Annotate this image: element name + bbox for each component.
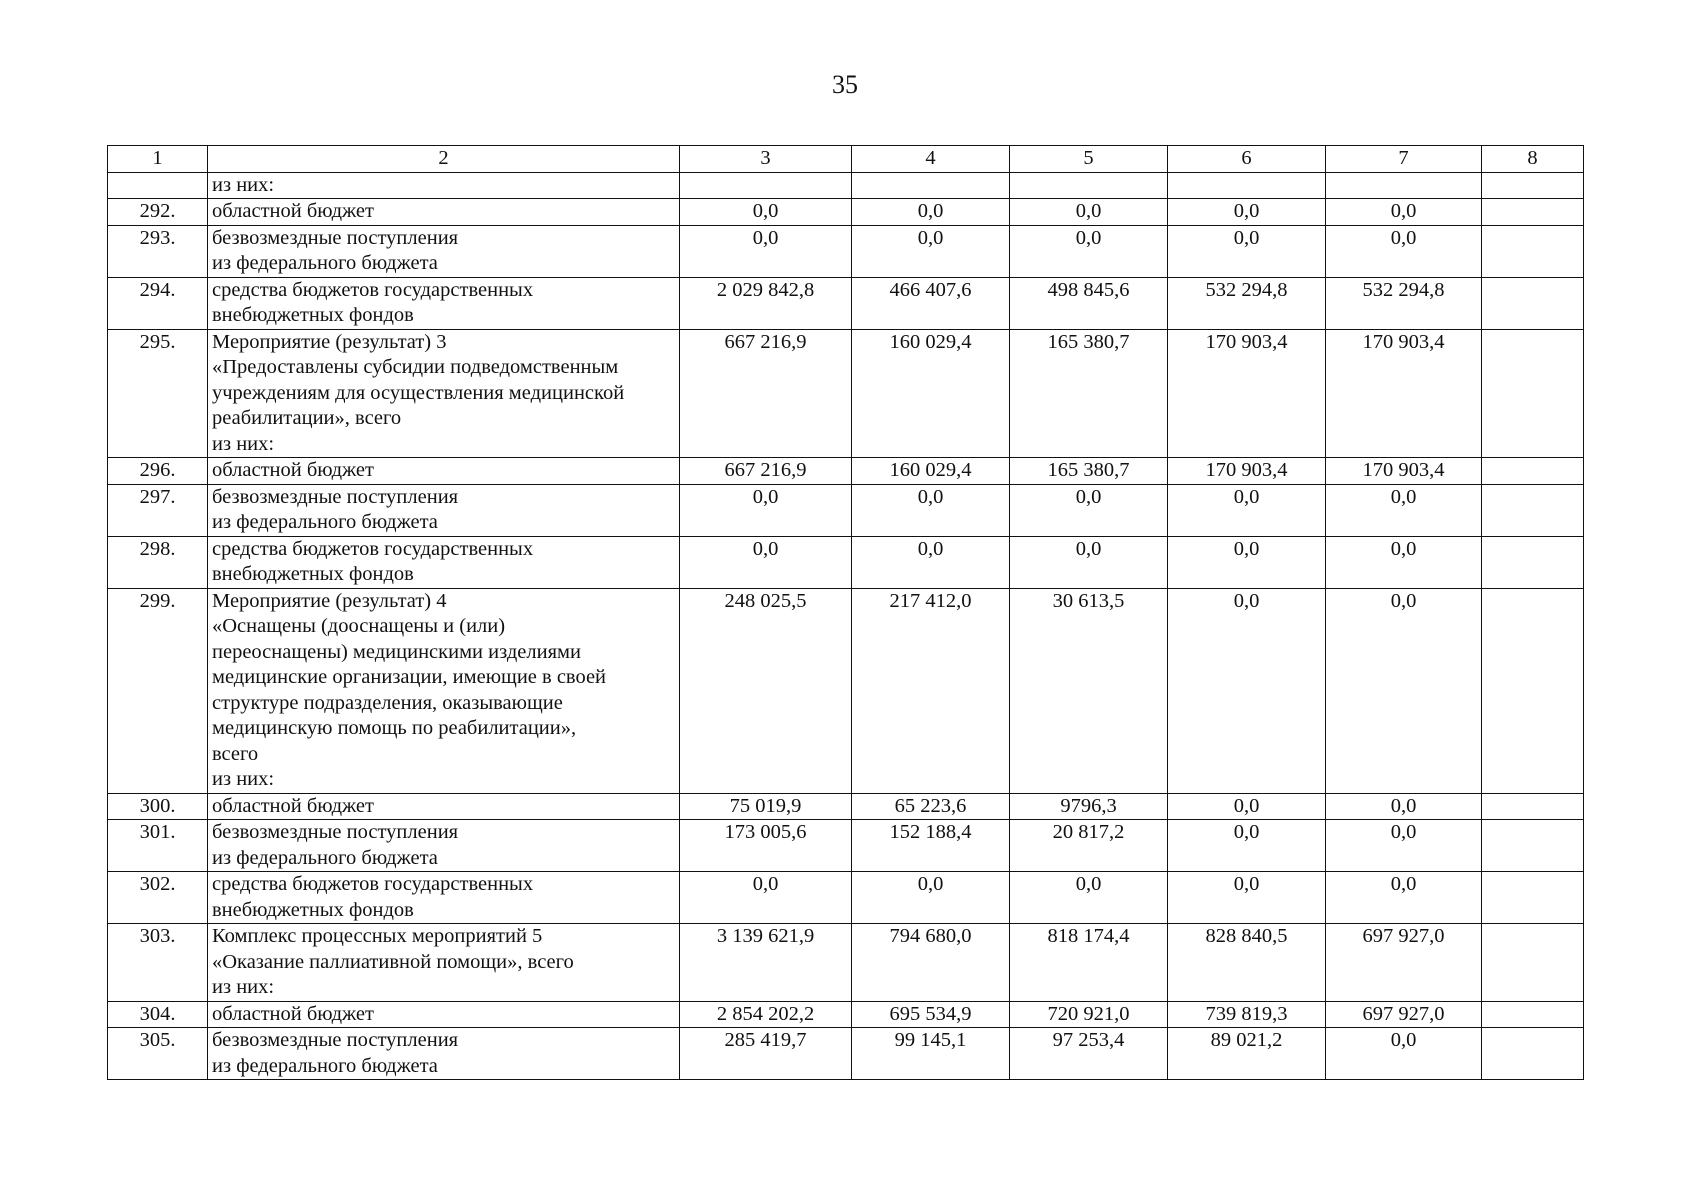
- value-cell-col-8: [1482, 484, 1584, 536]
- row-description: [208, 458, 680, 485]
- description-line: из них:: [212, 173, 275, 196]
- value-cell-col-4: 152 188,4: [852, 820, 1010, 872]
- value-cell-col-4: 0,0: [852, 484, 1010, 536]
- column-header: 8: [1482, 146, 1584, 173]
- description-line: учреждениям для осуществления медицинской: [212, 381, 625, 404]
- value-cell-col-6: 0,0: [1168, 484, 1326, 536]
- description-line: из федерального бюджета: [212, 846, 438, 869]
- value-cell-col-6: 0,0: [1168, 199, 1326, 226]
- description-line: областной бюджет: [212, 1002, 374, 1025]
- value-cell-col-8: [1482, 172, 1584, 199]
- row-description: [208, 793, 680, 820]
- value-cell-col-7: [1326, 172, 1482, 199]
- table-row: [108, 484, 1584, 536]
- table-body: [108, 172, 1584, 1080]
- row-description: [208, 199, 680, 226]
- table-row: [108, 588, 1584, 793]
- value-cell-col-4: 695 534,9: [852, 1001, 1010, 1028]
- row-description: [208, 1028, 680, 1080]
- budget-table: [107, 145, 1584, 1080]
- description-line: областной бюджет: [212, 794, 374, 817]
- value-cell-col-8: [1482, 924, 1584, 1002]
- description-line: «Оказание паллиативной помощи», всего: [212, 950, 574, 973]
- value-cell-col-6: 0,0: [1168, 793, 1326, 820]
- row-number: 296.: [108, 458, 208, 485]
- column-header: 5: [1010, 146, 1168, 173]
- description-line: внебюджетных фондов: [212, 898, 414, 921]
- value-cell-col-3: [680, 172, 852, 199]
- value-cell-col-4: 160 029,4: [852, 458, 1010, 485]
- value-cell-col-7: 532 294,8: [1326, 277, 1482, 329]
- description-line: безвозмездные поступления: [212, 485, 459, 508]
- value-cell-col-7: 0,0: [1326, 225, 1482, 277]
- table-row: [108, 793, 1584, 820]
- value-cell-col-4: 794 680,0: [852, 924, 1010, 1002]
- description-line: «Предоставлены субсидии подведомственным: [212, 356, 619, 378]
- page-number: 35: [832, 70, 858, 99]
- table-row: [108, 225, 1584, 277]
- table-row: [108, 329, 1584, 458]
- value-cell-col-4: 65 223,6: [852, 793, 1010, 820]
- row-description: [208, 277, 680, 329]
- value-cell-col-7: 0,0: [1326, 872, 1482, 924]
- description-line: всего: [212, 742, 259, 765]
- value-cell-col-8: [1482, 225, 1584, 277]
- description-line: Комплекс процессных мероприятий 5: [212, 925, 543, 947]
- value-cell-col-6: 739 819,3: [1168, 1001, 1326, 1028]
- row-description: [208, 588, 680, 793]
- row-number: 298.: [108, 536, 208, 588]
- table-row: [108, 1001, 1584, 1028]
- value-cell-col-6: 89 021,2: [1168, 1028, 1326, 1080]
- value-cell-col-3: 667 216,9: [680, 458, 852, 485]
- value-cell-col-6: 532 294,8: [1168, 277, 1326, 329]
- value-cell-col-5: [1010, 172, 1168, 199]
- value-cell-col-7: 0,0: [1326, 793, 1482, 820]
- value-cell-col-8: [1482, 1028, 1584, 1080]
- value-cell-col-4: 217 412,0: [852, 588, 1010, 793]
- table-row: [108, 924, 1584, 1002]
- description-line: средства бюджетов государственных: [212, 537, 534, 560]
- value-cell-col-8: [1482, 1001, 1584, 1028]
- value-cell-col-5: 498 845,6: [1010, 277, 1168, 329]
- value-cell-col-3: 0,0: [680, 872, 852, 924]
- value-cell-col-7: 697 927,0: [1326, 924, 1482, 1002]
- table-row: [108, 820, 1584, 872]
- row-number: 302.: [108, 872, 208, 924]
- description-line: средства бюджетов государственных: [212, 873, 534, 895]
- table-row: [108, 199, 1584, 226]
- value-cell-col-7: 0,0: [1326, 536, 1482, 588]
- value-cell-col-3: 3 139 621,9: [680, 924, 852, 1002]
- row-number: 293.: [108, 225, 208, 277]
- column-header: 4: [852, 146, 1010, 173]
- value-cell-col-4: 0,0: [852, 872, 1010, 924]
- description-line: безвозмездные поступления: [212, 821, 459, 843]
- description-line: Мероприятие (результат) 3: [212, 330, 447, 353]
- description-line: структуре подразделения, оказывающие: [212, 691, 563, 714]
- value-cell-col-7: 0,0: [1326, 820, 1482, 872]
- description-line: из федерального бюджета: [212, 252, 438, 274]
- row-description: [208, 484, 680, 536]
- value-cell-col-8: [1482, 329, 1584, 458]
- value-cell-col-3: 0,0: [680, 484, 852, 536]
- description-line: медицинскую помощь по реабилитации»,: [212, 717, 577, 739]
- row-number: 292.: [108, 199, 208, 226]
- description-line: областной бюджет: [212, 200, 374, 222]
- value-cell-col-5: 720 921,0: [1010, 1001, 1168, 1028]
- value-cell-col-3: 2 029 842,8: [680, 277, 852, 329]
- description-line: из них:: [212, 432, 275, 455]
- row-description: [208, 820, 680, 872]
- value-cell-col-6: 0,0: [1168, 820, 1326, 872]
- row-description: [208, 536, 680, 588]
- value-cell-col-8: [1482, 820, 1584, 872]
- description-line: реабилитации», всего: [212, 407, 402, 429]
- value-cell-col-4: [852, 172, 1010, 199]
- value-cell-col-8: [1482, 199, 1584, 226]
- table-row: [108, 458, 1584, 485]
- value-cell-col-8: [1482, 536, 1584, 588]
- row-description: [208, 1001, 680, 1028]
- row-number: 294.: [108, 277, 208, 329]
- description-line: медицинские организации, имеющие в своей: [212, 666, 607, 688]
- column-header: 3: [680, 146, 852, 173]
- column-header: 2: [208, 146, 680, 173]
- value-cell-col-4: 0,0: [852, 225, 1010, 277]
- value-cell-col-7: 0,0: [1326, 1028, 1482, 1080]
- value-cell-col-3: 0,0: [680, 199, 852, 226]
- description-line: «Оснащены (дооснащены и (или): [212, 615, 506, 637]
- table-row: [108, 1028, 1584, 1080]
- value-cell-col-8: [1482, 872, 1584, 924]
- value-cell-col-4: 0,0: [852, 199, 1010, 226]
- row-number: 305.: [108, 1028, 208, 1080]
- value-cell-col-6: 828 840,5: [1168, 924, 1326, 1002]
- description-line: Мероприятие (результат) 4: [212, 589, 447, 612]
- value-cell-col-7: 170 903,4: [1326, 458, 1482, 485]
- value-cell-col-5: 0,0: [1010, 536, 1168, 588]
- value-cell-col-3: 0,0: [680, 225, 852, 277]
- description-line: безвозмездные поступления: [212, 226, 459, 249]
- value-cell-col-5: 165 380,7: [1010, 329, 1168, 458]
- description-line: внебюджетных фондов: [212, 563, 414, 585]
- value-cell-col-5: 0,0: [1010, 484, 1168, 536]
- value-cell-col-6: 0,0: [1168, 536, 1326, 588]
- value-cell-col-8: [1482, 793, 1584, 820]
- value-cell-col-6: 0,0: [1168, 225, 1326, 277]
- row-number: 303.: [108, 924, 208, 1002]
- row-number: 297.: [108, 484, 208, 536]
- value-cell-col-5: 0,0: [1010, 199, 1168, 226]
- value-cell-col-6: 0,0: [1168, 872, 1326, 924]
- table-header-row: [108, 146, 1584, 173]
- value-cell-col-5: 165 380,7: [1010, 458, 1168, 485]
- row-number: 304.: [108, 1001, 208, 1028]
- value-cell-col-7: 170 903,4: [1326, 329, 1482, 458]
- value-cell-col-5: 818 174,4: [1010, 924, 1168, 1002]
- table-row: [108, 872, 1584, 924]
- column-header: 6: [1168, 146, 1326, 173]
- description-line: переоснащены) медицинскими изделиями: [212, 640, 581, 663]
- row-number: 299.: [108, 588, 208, 793]
- value-cell-col-5: 30 613,5: [1010, 588, 1168, 793]
- value-cell-col-7: 0,0: [1326, 199, 1482, 226]
- row-description: [208, 924, 680, 1002]
- row-number: 295.: [108, 329, 208, 458]
- value-cell-col-3: 75 019,9: [680, 793, 852, 820]
- value-cell-col-6: 170 903,4: [1168, 329, 1326, 458]
- value-cell-col-4: 99 145,1: [852, 1028, 1010, 1080]
- value-cell-col-8: [1482, 277, 1584, 329]
- row-description: [208, 872, 680, 924]
- value-cell-col-4: 466 407,6: [852, 277, 1010, 329]
- row-description: [208, 172, 680, 199]
- description-line: внебюджетных фондов: [212, 304, 414, 326]
- table-row: [108, 536, 1584, 588]
- description-line: из федерального бюджета: [212, 1054, 438, 1077]
- value-cell-col-7: 697 927,0: [1326, 1001, 1482, 1028]
- value-cell-col-3: 0,0: [680, 536, 852, 588]
- column-header: 1: [108, 146, 208, 173]
- row-description: [208, 329, 680, 458]
- table-row: [108, 172, 1584, 199]
- row-number: [108, 172, 208, 199]
- description-line: из федерального бюджета: [212, 511, 438, 533]
- value-cell-col-5: 20 817,2: [1010, 820, 1168, 872]
- value-cell-col-5: 0,0: [1010, 225, 1168, 277]
- value-cell-col-6: 170 903,4: [1168, 458, 1326, 485]
- value-cell-col-3: 667 216,9: [680, 329, 852, 458]
- description-line: безвозмездные поступления: [212, 1029, 459, 1051]
- value-cell-col-4: 0,0: [852, 536, 1010, 588]
- value-cell-col-8: [1482, 588, 1584, 793]
- row-number: 300.: [108, 793, 208, 820]
- row-description: [208, 225, 680, 277]
- column-header: 7: [1326, 146, 1482, 173]
- value-cell-col-3: 285 419,7: [680, 1028, 852, 1080]
- value-cell-col-7: 0,0: [1326, 484, 1482, 536]
- value-cell-col-5: 97 253,4: [1010, 1028, 1168, 1080]
- description-line: областной бюджет: [212, 459, 374, 481]
- value-cell-col-7: 0,0: [1326, 588, 1482, 793]
- table-row: [108, 277, 1584, 329]
- value-cell-col-3: 2 854 202,2: [680, 1001, 852, 1028]
- value-cell-col-3: 173 005,6: [680, 820, 852, 872]
- description-line: из них:: [212, 976, 275, 998]
- value-cell-col-5: 0,0: [1010, 872, 1168, 924]
- value-cell-col-3: 248 025,5: [680, 588, 852, 793]
- value-cell-col-8: [1482, 458, 1584, 485]
- value-cell-col-4: 160 029,4: [852, 329, 1010, 458]
- description-line: средства бюджетов государственных: [212, 278, 534, 301]
- row-number: 301.: [108, 820, 208, 872]
- value-cell-col-6: 0,0: [1168, 588, 1326, 793]
- value-cell-col-6: [1168, 172, 1326, 199]
- description-line: из них:: [212, 768, 275, 790]
- value-cell-col-5: 9796,3: [1010, 793, 1168, 820]
